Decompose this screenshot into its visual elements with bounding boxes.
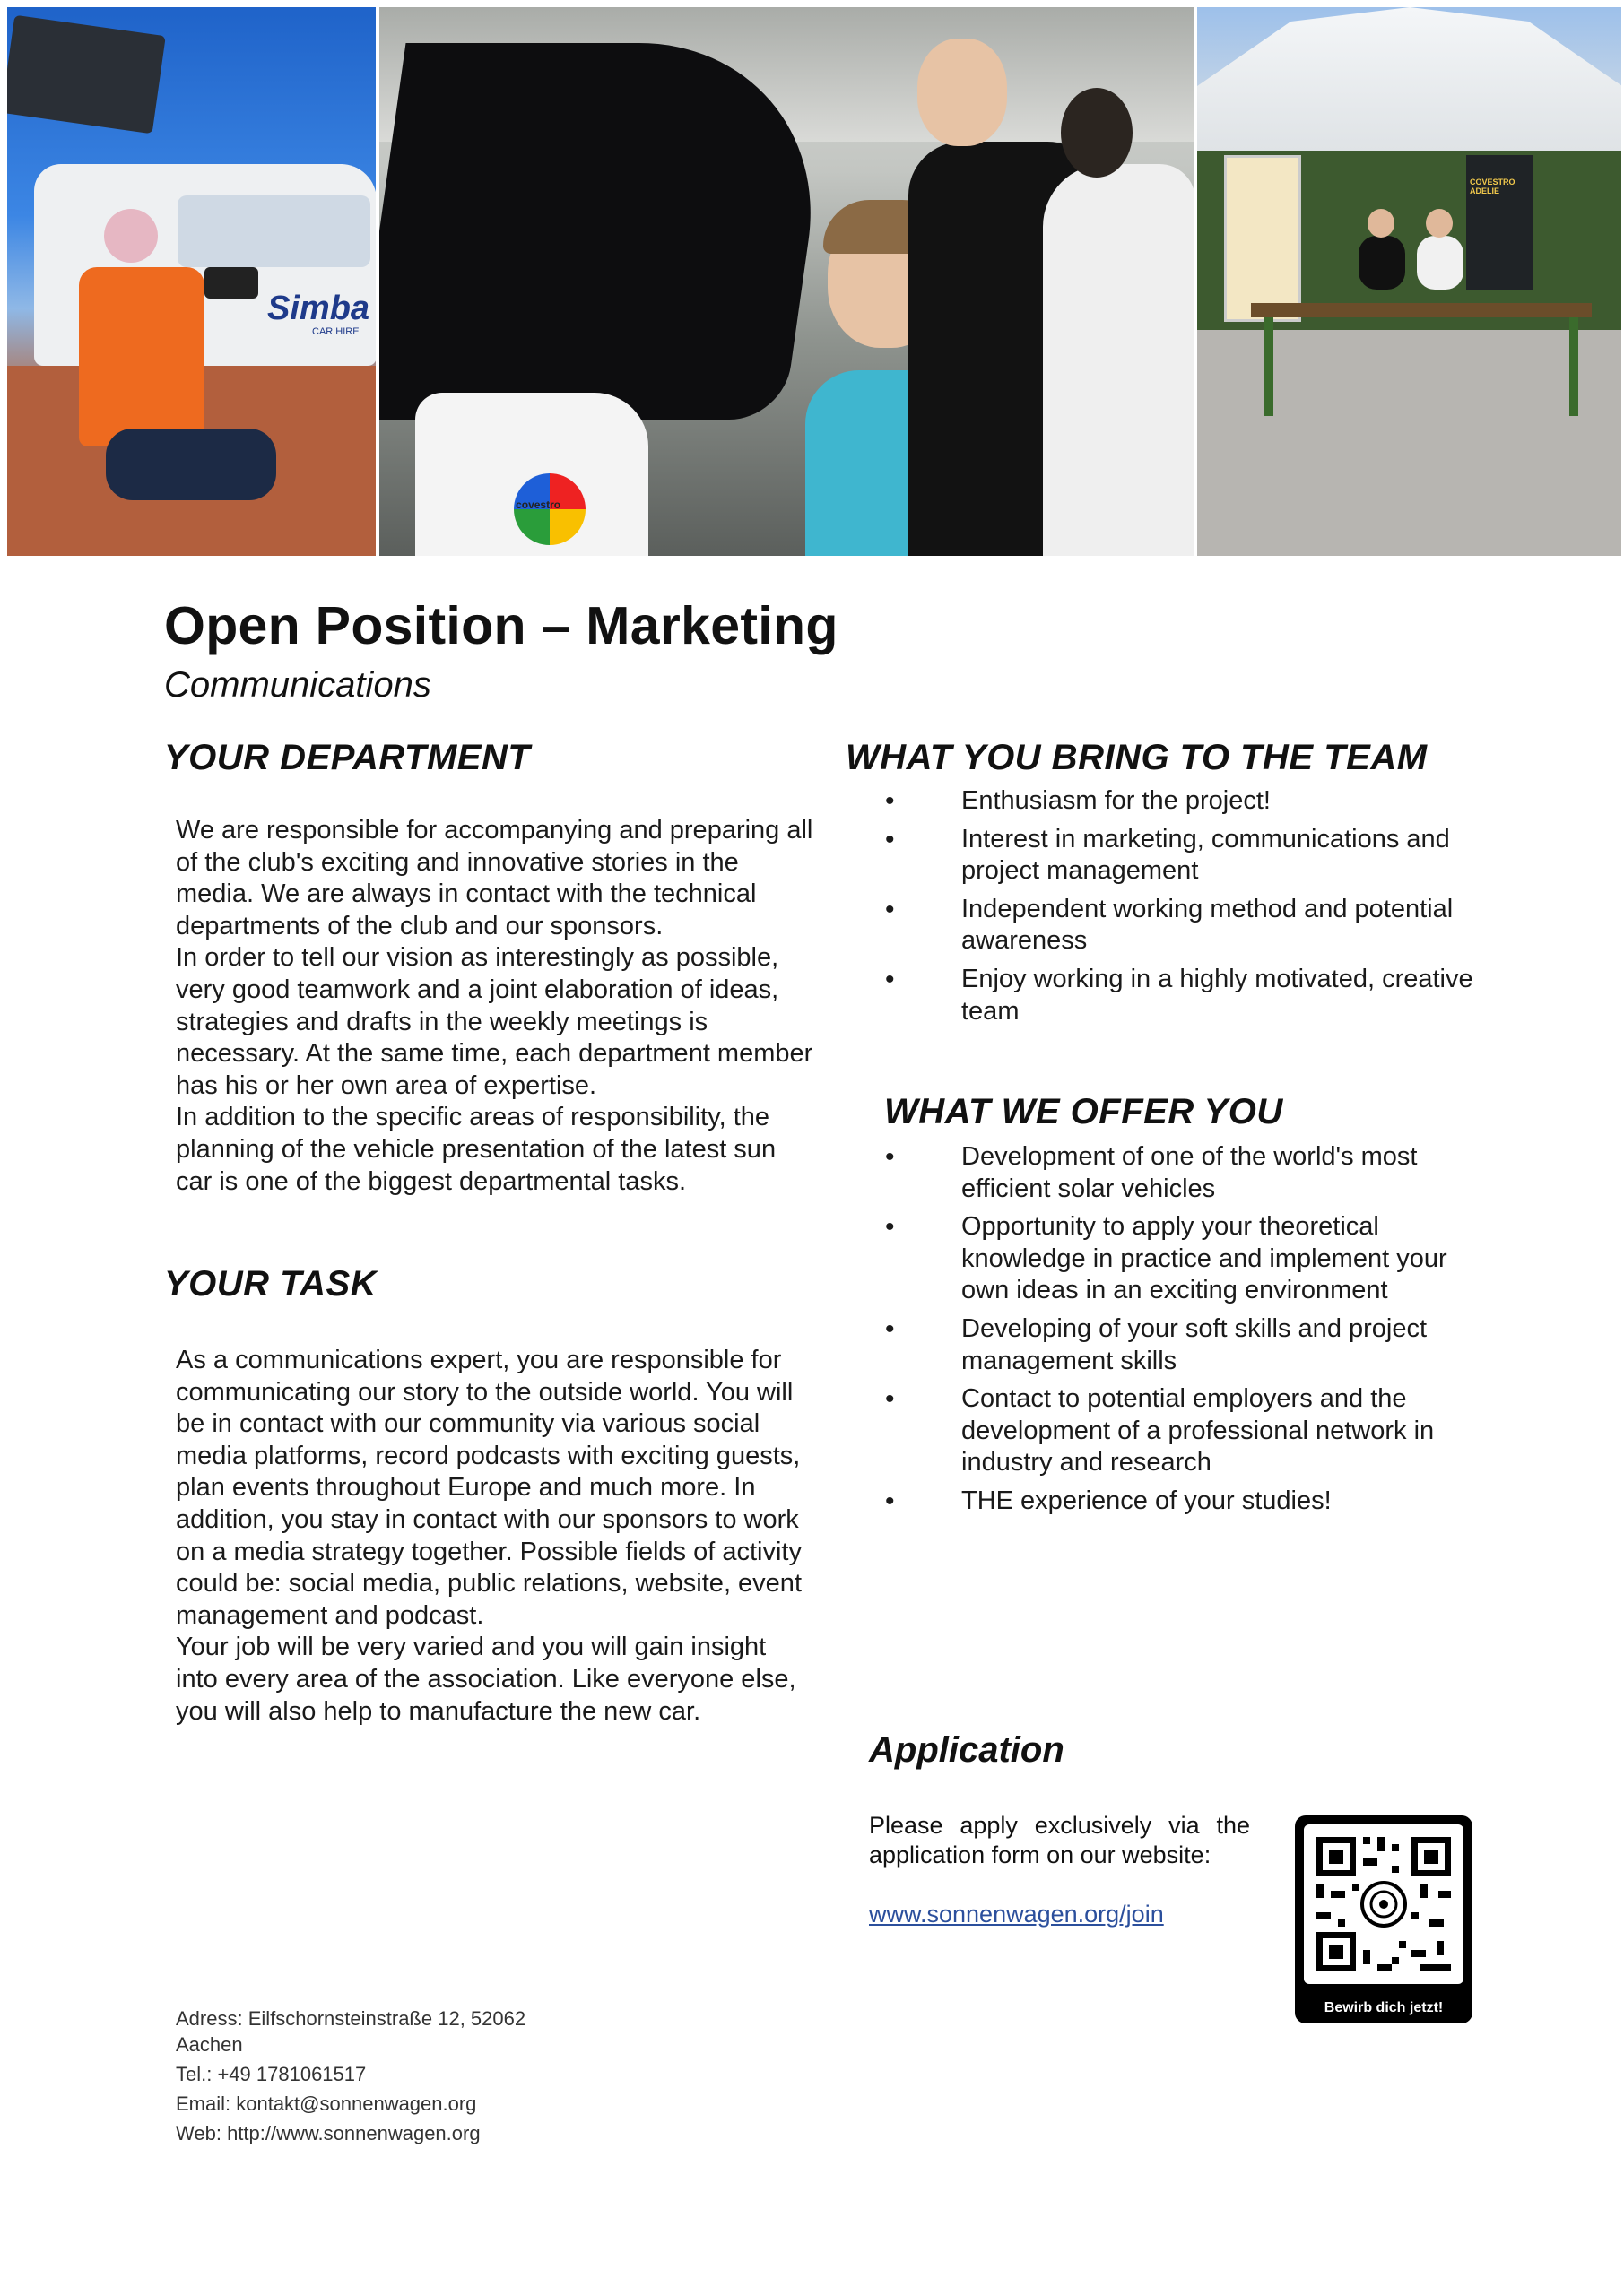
list-item: • Independent working method and potential awareness	[916, 894, 1508, 957]
contact-block	[176, 2004, 525, 2148]
car-logo-text: covestro	[516, 498, 561, 511]
offer-list	[916, 1141, 1490, 1524]
website: Web: http://www.sonnenwagen.org	[176, 2122, 481, 2144]
list-item: • Enjoy working in a highly motivated, creative team	[916, 964, 1508, 1027]
address-line: Adress: Eilfschornsteinstraße 12, 52062	[176, 2007, 526, 2030]
phone: Tel.: +49 1781061517	[176, 2063, 367, 2085]
list-item: • Developing of your soft skills and project management skills	[916, 1313, 1490, 1377]
van-brand-text: Simba	[267, 290, 370, 327]
page-title: Open Position – Marketing	[164, 596, 838, 655]
header-photo-strip	[7, 7, 1621, 556]
offer-heading: WHAT WE OFFER YOU	[884, 1092, 1283, 1131]
department-paragraph: We are responsible for accompanying and preparing all of the club's exciting and innovative stories in the media. We are always in contact with the technical departments of the club and our sponsors.	[176, 816, 813, 940]
qr-code-icon	[1304, 1824, 1463, 1984]
photo-info-booth	[1197, 7, 1621, 556]
list-item: • THE experience of your studies!	[916, 1486, 1490, 1518]
banner-text: COVESTRO ADELIE	[1470, 178, 1515, 195]
qr-code[interactable]	[1295, 1815, 1472, 2023]
department-text	[176, 815, 814, 1198]
address-city: Aachen	[176, 2033, 243, 2056]
qr-label: Bewirb dich jetzt!	[1324, 2000, 1444, 2015]
photo-exhibition	[379, 7, 1194, 556]
task-heading: YOUR TASK	[164, 1264, 378, 1304]
list-item: • Development of one of the world's most efficient solar vehicles	[916, 1141, 1490, 1205]
department-paragraph: In addition to the specific areas of responsibility, the planning of the vehicle presentation of the latest sun car is one of the biggest departmental tasks.	[176, 1103, 777, 1196]
application-heading: Application	[869, 1730, 1064, 1770]
application-text: Please apply exclusively via the application form on our website:	[869, 1812, 1250, 1868]
department-heading: YOUR DEPARTMENT	[164, 738, 531, 777]
bring-list	[916, 785, 1508, 1034]
list-item: • Interest in marketing, communications and project management	[916, 824, 1508, 888]
list-item: • Enthusiasm for the project!	[916, 785, 1508, 818]
application-link[interactable]: www.sonnenwagen.org/join	[869, 1901, 1164, 1928]
task-text	[176, 1345, 814, 1728]
list-item: • Contact to potential employers and the development of a professional network in industry and research	[916, 1383, 1490, 1479]
van-sub-text: CAR HIRE	[312, 326, 360, 337]
email: Email: kontakt@sonnenwagen.org	[176, 2092, 477, 2115]
department-paragraph: In order to tell our vision as interestingly as possible, very good teamwork and a joint elaboration of ideas, strategies and drafts in the weekly meetings is necessary. At the same time, each department member has his or her own area of expertise.	[176, 943, 813, 1100]
list-item: • Opportunity to apply your theoretical knowledge in practice and implement your own ideas in an exciting environment	[916, 1211, 1490, 1307]
task-paragraph: As a communications expert, you are responsible for communicating our story to the outside world. You will be in contact with our community via various social media platforms, record podcasts with exciting guests, plan events throughout Europe and much more. In addition, you stay in contact with our sponsors to work on a media strategy together. Possible fields of activity could be: social media, public relations, website, event management and podcast.	[176, 1346, 802, 1630]
bring-heading: WHAT YOU BRING TO THE TEAM	[846, 738, 1428, 777]
page-subtitle: Communications	[164, 665, 431, 705]
task-paragraph: Your job will be very varied and you will gain insight into every area of the association. Like everyone else, you will also help to manufacture the new car.	[176, 1633, 796, 1726]
photo-photographer	[7, 7, 376, 556]
